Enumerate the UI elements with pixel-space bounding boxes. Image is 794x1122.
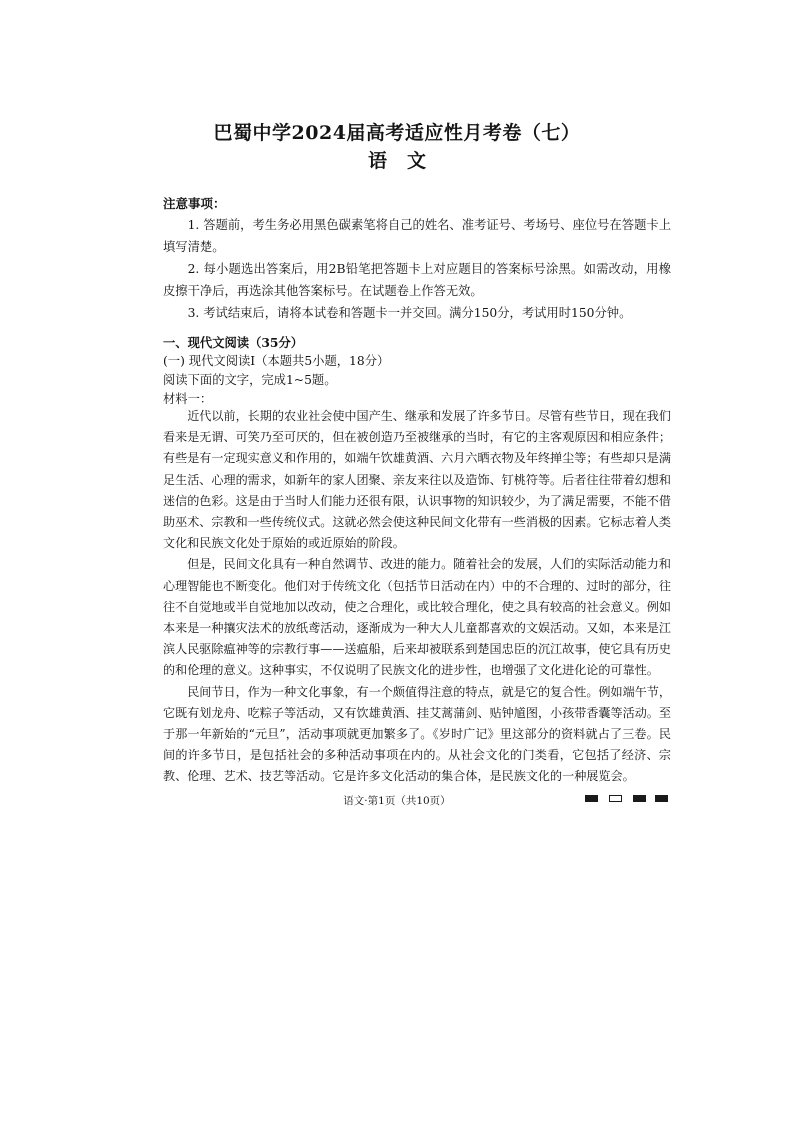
registration-marks xyxy=(585,795,670,805)
passage-paragraph: 民间节日，作为一种文化事象，有一个颇值得注意的特点，就是它的复合性。例如端午节，它既有划龙舟、吃粽子等活动，又有饮雄黄酒、挂艾蒿蒲剑、贴钟馗图，小孩带香囊等活动。至于那一年新始的“元旦”，活动事项就更加繁多了。《岁时广记》里这部分的资料就占了三卷。民间的许多节日，是包括社会的多种活动事项在内的。从社会文化的门类看，它包括了经济、宗教、伦理、艺术、技艺等活动。它是许多文化活动的集合体，是民族文化的一种展览会。 xyxy=(163,684,671,784)
filled-mark-icon xyxy=(633,795,646,802)
subsection-title: (一) 现代文阅读Ⅰ（本题共5小题，18分） xyxy=(163,354,390,368)
note-item: 1. 答题前，考生务必用黑色碳素笔将自己的姓名、准考证号、考场号、座位号在答题卡上填写清楚。 xyxy=(163,218,671,254)
filled-mark-icon xyxy=(585,795,598,802)
page-footer: 语文·第1页（共10页） xyxy=(343,795,451,807)
note-item: 2. 每小题选出答案后，用2B铅笔把答题卡上对应题目的答案标号涂黑。如需改动，用橡皮擦干净后，再选涂其他答案标号。在试题卷上作答无效。 xyxy=(163,262,671,298)
notes-list xyxy=(163,214,671,324)
note-item: 3. 考试结束后，请将本试卷和答题卡一并交回。满分150分，考试用时150分钟。 xyxy=(187,306,632,320)
material-label: 材料一： xyxy=(163,392,213,406)
reading-passage xyxy=(163,406,671,788)
passage-paragraph: 近代以前，长期的农业社会使中国产生、继承和发展了许多节日。尽管有些节日，现在我们看来是无谓、可笑乃至可厌的，但在被创造乃至被继承的当时，有它的主客观原因和相应条件；有些是有一定现实意义和作用的，如端午饮雄黄酒、六月六晒衣物及年终掸尘等；有些却只是满足生活、心理的需求，如新年的家人团聚、亲友来往以及造饰、钉桃符等。后者往往带着幻想和迷信的色彩。这是由于当时人们能力还很有限，认识事物的知识较少，为了满足需要，不能不借助巫术、宗教和一些传统仪式。这就必然会使这种民间文化带有一些消极的因素。它标志着人类文化和民族文化处于原始的或近原始的阶段。 xyxy=(163,409,671,551)
notes-heading: 注意事项： xyxy=(163,196,226,211)
section-title: 一、现代文阅读（35分） xyxy=(163,335,304,350)
filled-mark-icon xyxy=(655,795,668,802)
instruction-text: 阅读下面的文字，完成1~5题。 xyxy=(163,373,337,387)
exam-title: 巴蜀中学2024届高考适应性月考卷（七） xyxy=(213,122,581,144)
subject-title: 语文 xyxy=(367,150,446,172)
passage-paragraph: 但是，民间文化具有一种自然调节、改进的能力。随着社会的发展，人们的实际活动能力和心理智能也不断变化。他们对于传统文化（包括节日活动在内）中的不合理的、过时的部分，往往不自觉地或半自觉地加以改动，使之合理化，或比较合理化，使之具有较高的社会意义。例如本来是一种攘灾法术的放纸鸢活动，逐渐成为一种大人儿童都喜欢的文娱活动。又如，本来是江滨人民驱除瘟神等的宗教行事——送瘟船，后来却被联系到楚国忠臣的沉江故事，使它具有历史的和伦理的意义。这种事实，不仅说明了民族文化的进步性，也增强了文化进化论的可靠性。 xyxy=(163,557,671,678)
hollow-mark-icon xyxy=(609,795,622,802)
